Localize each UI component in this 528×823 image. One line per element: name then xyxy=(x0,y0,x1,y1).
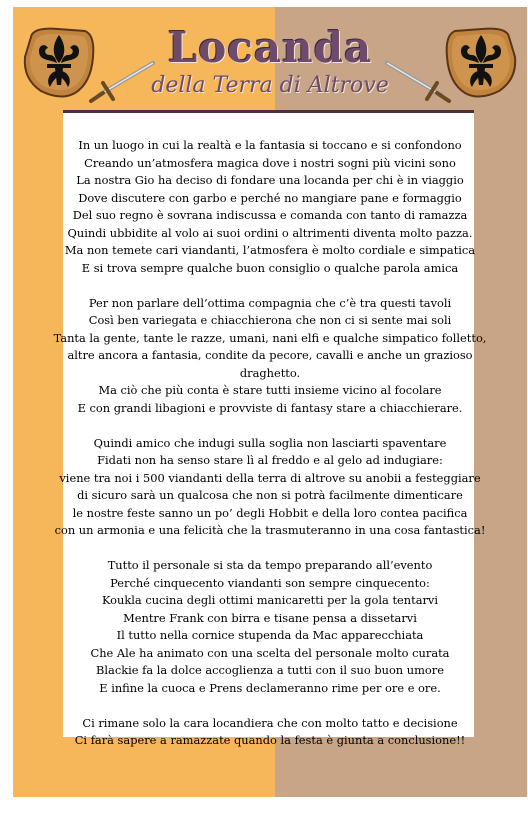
banner-title: Locanda xyxy=(167,23,373,72)
poem-line: Creando un’atmosfera magica dove i nostri sogni più vicini sono xyxy=(84,155,456,170)
poem-line: con un armonia e una felicità che la trasmuteranno in una cosa fantastica! xyxy=(54,523,486,537)
poem-stanza xyxy=(13,295,527,418)
poem-line: Il tutto nella cornice stupenda da Mac apparecchiata xyxy=(116,628,424,642)
poem-line: Dove discutere con garbo e perché no mangiare pane e formaggio xyxy=(78,190,462,205)
poem-line: Quindi ubbidite al volo ai suoi ordini o altrimenti diventa molto pazza. xyxy=(67,225,473,240)
poem-text xyxy=(13,137,527,767)
poem-line: Tutto il personale si sta da tempo preparando all’evento xyxy=(107,558,433,572)
poem-line: Tanta la gente, tante le razze, umani, nani elfi e qualche simpatico folletto, xyxy=(53,330,487,345)
poem-line: Blackie fa la dolce accoglienza a tutti con il suo buon umore xyxy=(96,663,444,677)
poem-line: E si trova sempre qualche buon consiglio o qualche parola amica xyxy=(81,260,459,275)
poem-line: Così ben variegata e chiacchierona che non ci si sente mai soli xyxy=(88,313,452,327)
banner-subtitle: della Terra di Altrove xyxy=(151,73,389,98)
banner xyxy=(13,17,527,109)
poem-stanza xyxy=(13,435,527,540)
poem-line: E infine la cuoca e Prens declameranno rime per ore e ore. xyxy=(99,680,441,695)
poem-line: La nostra Gio ha deciso di fondare una locanda per chi è in viaggio xyxy=(76,173,464,187)
poem-line: draghetto. xyxy=(239,365,301,380)
poem-stanza xyxy=(13,557,527,697)
poem-line: Per non parlare dell’ottima compagnia che c’è tra questi tavoli xyxy=(88,295,452,310)
poem-line: Del suo regno è sovrana indiscussa e comanda con tanto di ramazza xyxy=(72,208,468,222)
poem-line: Koukla cucina degli ottimi manicaretti per la gola tentarvi xyxy=(101,593,439,607)
poem-line: Che Ale ha animato con una scelta del personale molto curata xyxy=(90,645,450,660)
poem-line: E con grandi libagioni e provviste di fantasy stare a chiacchierare. xyxy=(77,400,463,415)
poem-line: Perché cinquecento viandanti son sempre cinquecento: xyxy=(110,575,430,590)
poem-stanza xyxy=(13,137,527,277)
poem-line: Quindi amico che indugi sulla soglia non lasciarti spaventare xyxy=(93,435,447,450)
poem-line: Ci rimane solo la cara locandiera che con molto tatto e decisione xyxy=(82,715,458,730)
poem-line: altre ancora a fantasia, condite da pecore, cavalli e anche un grazioso xyxy=(67,348,473,362)
page xyxy=(13,7,527,797)
poem-line: viene tra noi i 500 viandanti della terra di altrove su anobii a festeggiare xyxy=(59,470,481,485)
poem-stanza xyxy=(13,715,527,750)
poem-line: Ma non temete cari viandanti, l’atmosfera è molto cordiale e simpatica xyxy=(64,243,476,257)
poem-line: Ma ciò che più conta è stare tutti insieme vicino al focolare xyxy=(98,383,442,397)
poem-line: Ci farà sapere a ramazzate quando la festa è giunta a conclusione!! xyxy=(74,733,466,747)
poem-line: le nostre feste sanno un po’ degli Hobbit e della loro contea pacifica xyxy=(72,505,468,520)
poem-line: Fidati non ha senso stare lì al freddo e al gelo ad indugiare: xyxy=(97,453,443,467)
poem-line: Mentre Frank con birra e tisane pensa a dissetarvi xyxy=(123,610,417,625)
poem-line: In un luogo in cui la realtà e la fantasia si toccano e si confondono xyxy=(78,138,462,152)
poem-line: di sicuro sarà un qualcosa che non si potrà facilmente dimenticare xyxy=(77,488,463,502)
